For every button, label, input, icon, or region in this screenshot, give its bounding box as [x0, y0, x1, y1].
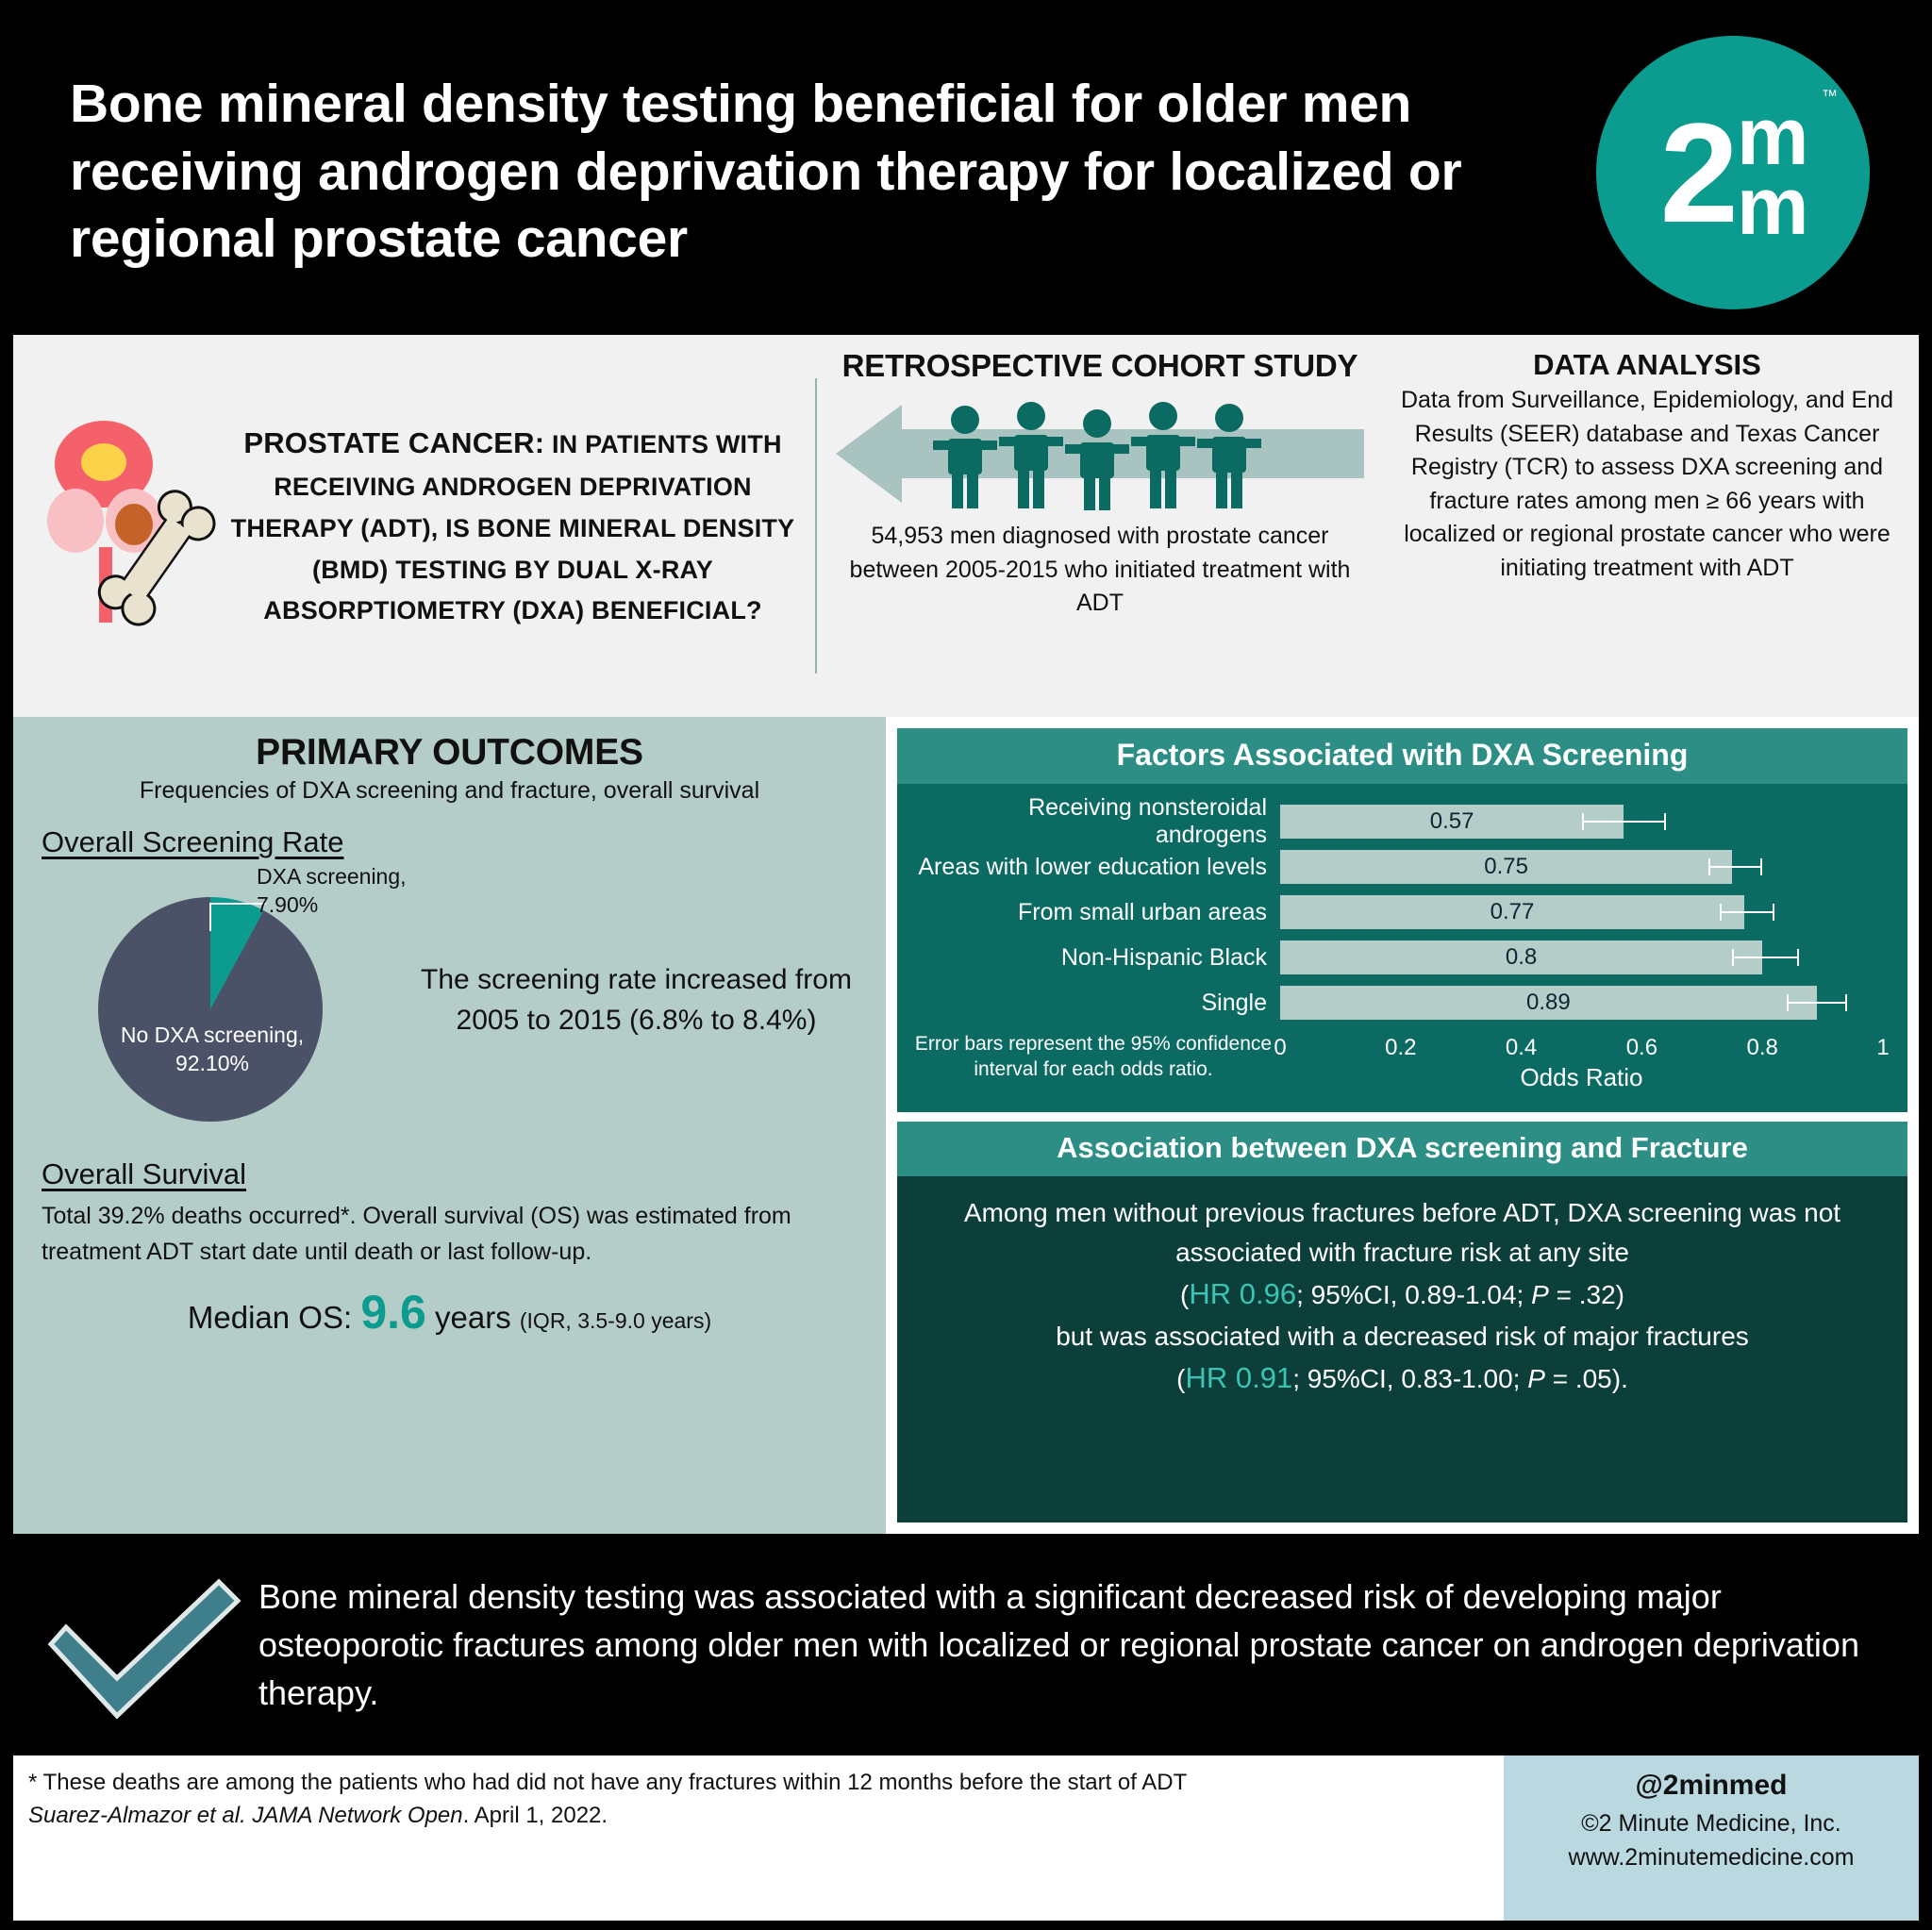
- table-row: [912, 890, 1883, 935]
- research-question-panel: [13, 335, 815, 717]
- primary-outcomes-subtitle: Frequencies of DXA screening and fracture, overall survival: [139, 777, 760, 804]
- overall-survival-text: Total 39.2% deaths occurred*. Overall survival (OS) was estimated from treatment ADT start date until death or last follow-up.: [42, 1203, 791, 1265]
- checkmark-icon: [23, 1557, 258, 1732]
- logo-digit: 2: [1659, 92, 1735, 252]
- primary-outcomes-title: PRIMARY OUTCOMES: [256, 732, 643, 773]
- bar-value: 0.8: [1505, 944, 1538, 970]
- overall-survival-title: Overall Survival: [42, 1157, 247, 1190]
- bar-label: Non-Hispanic Black: [1060, 943, 1267, 971]
- pie-label-no-dxa: No DXA screening, 92.10%: [120, 1023, 305, 1075]
- bar-track: [1280, 895, 1883, 929]
- bar: [1280, 940, 1762, 974]
- bar-track: [1280, 805, 1883, 839]
- bar-value: 0.75: [1484, 854, 1528, 879]
- right-results-column: [886, 717, 1919, 1534]
- bar: [1280, 805, 1624, 839]
- screening-rate-title: Overall Screening Rate: [42, 825, 344, 858]
- association-hr2-row: (HR 0.91; 95%CI, 0.83-1.00; P = .05).: [1176, 1360, 1628, 1394]
- infographic-poster: [13, 9, 1919, 1921]
- data-analysis-text: Data from Surveillance, Epidemiology, and End Results (SEER) database and Texas Cancer Registry (TCR) to assess DXA screening and fracture rates among men ≥ 66 years with localized or regional prostate cancer who were initiating treatment with ADT: [1400, 387, 1894, 581]
- study-design-title: RETROSPECTIVE COHORT STUDY: [841, 348, 1358, 383]
- bar: [1280, 850, 1732, 884]
- study-overview-band: [13, 335, 1919, 717]
- error-bar: [1582, 821, 1666, 823]
- brand-block: [1504, 1755, 1919, 1921]
- error-bar: [1720, 911, 1774, 913]
- x-axis-title: Odds Ratio: [1520, 1063, 1643, 1091]
- primary-outcomes-panel: [13, 717, 886, 1534]
- x-tick: 0.4: [1505, 1035, 1538, 1060]
- pie-label-dxa: DXA screening, 7.90%: [257, 864, 407, 917]
- table-row: [912, 980, 1883, 1025]
- page-title: Bone mineral density testing beneficial for older men receiving androgen deprivation therapy for localized or regional prostate cancer: [70, 73, 1462, 270]
- association-hr1-row: (HR 0.96; 95%CI, 0.89-1.04; P = .32): [1180, 1277, 1624, 1310]
- trademark-symbol: ™: [1822, 87, 1838, 105]
- study-design-text: 54,953 men diagnosed with prostate cancer between 2005-2015 who initiated treatment with ADT: [849, 523, 1351, 616]
- median-os-label: Median OS:: [187, 1300, 353, 1335]
- citation: [28, 1800, 1489, 1833]
- data-analysis-panel: [1383, 335, 1919, 717]
- screening-pie-chart: [42, 863, 409, 1137]
- x-tick: 1: [1876, 1035, 1890, 1060]
- study-design-panel: [817, 335, 1383, 717]
- bar-track: [1280, 850, 1883, 884]
- x-tick: 0: [1274, 1035, 1287, 1060]
- research-question: [222, 420, 798, 632]
- hr-value-1: HR 0.96: [1189, 1277, 1297, 1310]
- bar-label: Receiving nonsteroidal androgens: [1028, 794, 1267, 848]
- bar-value: 0.89: [1525, 990, 1571, 1015]
- association-title: Association between DXA screening and Fracture: [897, 1122, 1907, 1176]
- bar: [1280, 895, 1744, 929]
- association-line2: but was associated with a decreased risk of major fractures: [1056, 1321, 1749, 1351]
- hr1-detail: ; 95%CI, 0.89-1.04;: [1296, 1280, 1532, 1309]
- x-axis: [1274, 1031, 1890, 1097]
- website-link[interactable]: www.2minutemedicine.com: [1568, 1843, 1855, 1871]
- results-section: [13, 717, 1919, 1534]
- bar-track: [1280, 940, 1883, 974]
- bar-label: Areas with lower education levels: [918, 853, 1267, 880]
- bar-value: 0.77: [1490, 899, 1535, 924]
- prostate-bone-icon: [47, 406, 222, 646]
- hr2-p: = .05).: [1544, 1363, 1628, 1393]
- footnote-text: * These deaths are among the patients who had did not have any fractures within 12 months before the start of ADT: [28, 1770, 1188, 1795]
- bar-label: Single: [1201, 989, 1267, 1016]
- association-card: [897, 1122, 1907, 1522]
- screening-rate-note: The screening rate increased from 2005 to 2015 (6.8% to 8.4%): [421, 963, 852, 1036]
- error-bar: [1708, 866, 1763, 868]
- chart-axis-row: [912, 1031, 1890, 1097]
- copyright: ©2 Minute Medicine, Inc.: [1581, 1809, 1841, 1837]
- research-question-body: IN PATIENTS WITH RECEIVING ANDROGEN DEPRIVATION THERAPY (ADT), IS BONE MINERAL DENSITY (BMD) TESTING BY DUAL X-RAY ABSORPTIOMETRY (DXA) BENEFICIAL?: [230, 429, 795, 625]
- x-tick: 0.8: [1746, 1035, 1778, 1060]
- poster-footer: [13, 1755, 1919, 1921]
- median-os-row: [42, 1285, 858, 1339]
- hr2-detail: ; 95%CI, 0.83-1.00;: [1292, 1363, 1528, 1393]
- bar-value: 0.57: [1429, 808, 1474, 834]
- odds-ratio-chart-body: [897, 784, 1907, 1112]
- screening-rate-row: [42, 863, 858, 1137]
- median-os-units: years: [435, 1300, 511, 1335]
- bar: [1280, 986, 1817, 1020]
- bar-track: [1280, 986, 1883, 1020]
- social-handle[interactable]: @2minmed: [1635, 1770, 1788, 1801]
- logo-2minutemedicine: [1596, 36, 1870, 309]
- association-body: [897, 1176, 1907, 1417]
- association-line1: Among men without previous fractures before ADT, DXA screening was not associated with fracture risk at any site: [963, 1198, 1841, 1267]
- odds-ratio-chart-card: [897, 728, 1907, 1112]
- footnote-block: [13, 1755, 1504, 1921]
- odds-ratio-chart-title: Factors Associated with DXA Screening: [897, 728, 1907, 784]
- data-analysis-title: DATA ANALYSIS: [1533, 348, 1761, 381]
- x-tick: 0.6: [1625, 1035, 1658, 1060]
- median-os-value: 9.6: [360, 1286, 426, 1339]
- table-row: [912, 794, 1883, 848]
- conclusion-section: [13, 1534, 1919, 1755]
- p-italic-2: P: [1527, 1363, 1545, 1393]
- error-bar: [1787, 1002, 1847, 1004]
- x-tick: 0.2: [1385, 1035, 1417, 1060]
- error-bar: [1732, 957, 1798, 958]
- cohort-arrow-graphic: [832, 388, 1368, 520]
- citation-authors: Suarez-Almazor et al: [28, 1802, 241, 1828]
- hr1-p: = .32): [1548, 1280, 1624, 1309]
- table-row: [912, 935, 1883, 980]
- poster-header: [13, 9, 1919, 335]
- table-row: [912, 844, 1883, 890]
- median-os-iqr: (IQR, 3.5-9.0 years): [519, 1308, 712, 1333]
- p-italic-1: P: [1531, 1280, 1549, 1309]
- bar-label: From small urban areas: [1018, 898, 1267, 925]
- hr-value-2: HR 0.91: [1185, 1360, 1293, 1394]
- citation-journal: . JAMA Network Open: [240, 1802, 463, 1828]
- logo-letters: m m: [1736, 92, 1807, 252]
- conclusion-text: Bone mineral density testing was associated with a significant decreased risk of developing major osteoporotic fractures among older men with localized or regional prostate cancer on androgen deprivation therapy.: [258, 1576, 1859, 1713]
- citation-date: . April 1, 2022.: [462, 1802, 608, 1828]
- research-question-lead: PROSTATE CANCER:: [243, 425, 545, 459]
- error-bar-note: Error bars represent the 95% confidence interval for each odds ratio.: [914, 1033, 1273, 1081]
